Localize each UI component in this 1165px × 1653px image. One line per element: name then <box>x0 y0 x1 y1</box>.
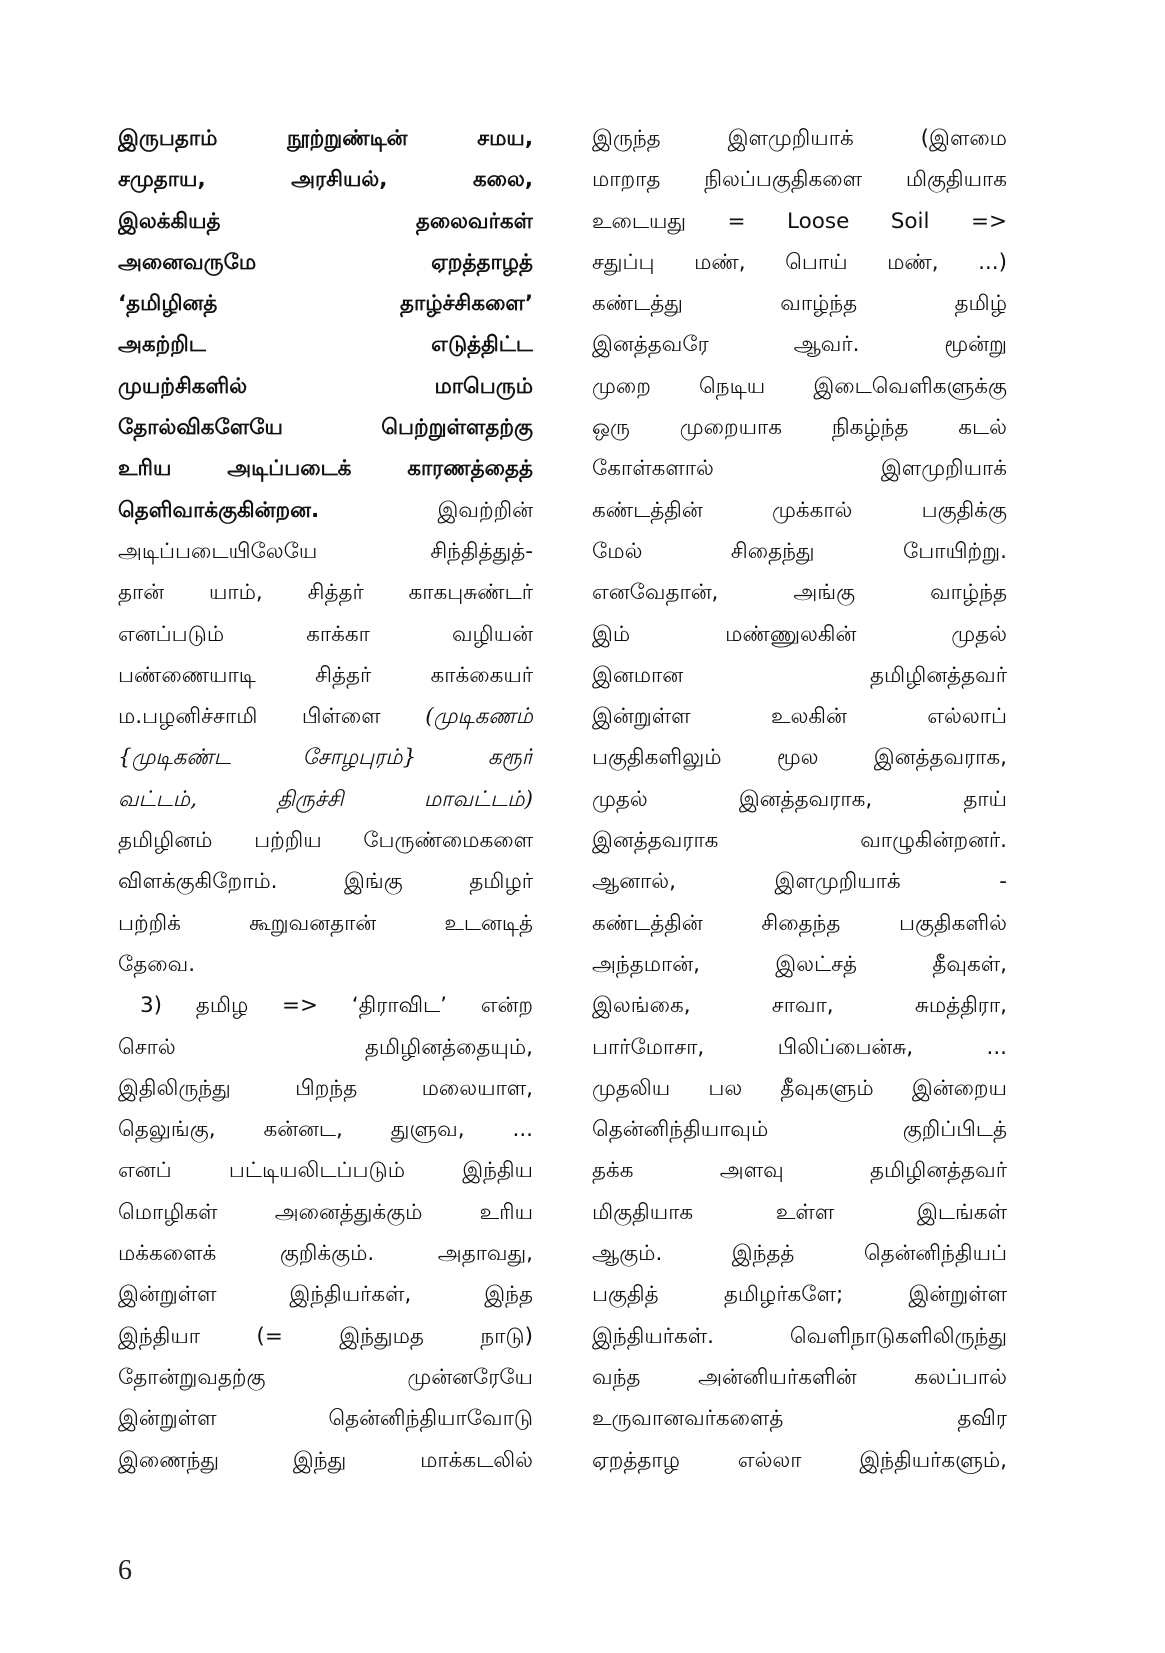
text-line: ‘தமிழினத் தாழ்ச்சிகளை’ <box>118 291 533 317</box>
text-line: வந்த அன்னியர்களின் கலப்பால் <box>592 1364 1007 1390</box>
text-line: பார்மோசா, பிலிப்பைன்சு, ... <box>592 1034 1007 1060</box>
text-line: மாறாத நிலப்பகுதிகளை மிகுதியாக <box>592 167 1007 193</box>
text-line: அடிப்படையிலேயே சிந்தித்துத்- <box>118 538 533 564</box>
text-line: தெளிவாக்குகின்றன. இவற்றின் <box>118 497 533 523</box>
text-line: இன்றுள்ள தென்னிந்தியாவோடு <box>118 1406 533 1432</box>
text-line: முறை நெடிய இடைவெளிகளுக்கு <box>592 373 1007 399</box>
text-line: ஆனால், இளமுறியாக் - <box>592 869 1007 895</box>
text-line: இந்தியர்கள். வெளிநாடுகளிலிருந்து <box>592 1323 1007 1349</box>
text-line: உடையது = Loose Soil => <box>592 208 1007 234</box>
text-line: மொழிகள் அனைத்துக்கும் உரிய <box>118 1199 533 1225</box>
text-line: எனவேதான், அங்கு வாழ்ந்த <box>592 580 1007 606</box>
text-line: அனைவருமே ஏறத்தாழத் <box>118 249 533 275</box>
text-line: சமுதாய, அரசியல், கலை, <box>118 167 533 193</box>
text-line: அகற்றிட எடுத்திட்ட <box>118 332 533 358</box>
text-line: இந்தியா (= இந்துமத நாடு) <box>118 1323 533 1349</box>
text-line: கண்டத்தின் சிதைந்த பகுதிகளில் <box>592 910 1007 936</box>
text-line: தமிழினம் பற்றிய பேருண்மைகளை <box>118 828 533 854</box>
text-line: எனப் பட்டியலிடப்படும் இந்திய <box>118 1158 533 1184</box>
text-line: உரிய அடிப்படைக் காரணத்தைத் <box>118 456 533 482</box>
text-line: சதுப்பு மண், பொய் மண், ...) <box>592 249 1007 275</box>
text-line: ஒரு முறையாக நிகழ்ந்த கடல் <box>592 415 1007 441</box>
text-line: இலக்கியத் தலைவர்கள் <box>118 208 533 234</box>
text-line: வட்டம், திருச்சி மாவட்டம்) <box>118 786 533 812</box>
text-line: தென்னிந்தியாவும் குறிப்பிடத் <box>592 1117 1007 1143</box>
text-line: தோன்றுவதற்கு முன்னரேயே <box>118 1364 533 1390</box>
text-line: இனத்தவராக வாழுகின்றனர். <box>592 828 1007 854</box>
text-line: பகுதித் தமிழர்களே; இன்றுள்ள <box>592 1282 1007 1308</box>
text-line: ஏறத்தாழ எல்லா இந்தியர்களும், <box>592 1447 1007 1473</box>
text-line: விளக்குகிறோம். இங்கு தமிழர் <box>118 869 533 895</box>
text-line: மேல் சிதைந்து போயிற்று. <box>592 538 1007 564</box>
text-line: இதிலிருந்து பிறந்த மலையாள, <box>118 1075 533 1101</box>
text-line: முதல் இனத்தவராக, தாய் <box>592 786 1007 812</box>
text-line: 3) தமிழ => ‘திராவிட’ என்ற <box>140 993 533 1019</box>
text-line: கண்டத்து வாழ்ந்த தமிழ் <box>592 291 1007 317</box>
text-line: அந்தமான், இலட்சத் தீவுகள், <box>592 951 1007 977</box>
right-text-column <box>592 118 1007 1481</box>
text-line: மக்களைக் குறிக்கும். அதாவது, <box>118 1241 533 1267</box>
text-line: இம் மண்ணுலகின் முதல் <box>592 621 1007 647</box>
text-line: பண்ணையாடி சித்தர் காக்கையர் <box>118 662 533 688</box>
text-line: ஆகும். இந்தத் தென்னிந்தியப் <box>592 1241 1007 1267</box>
text-line: இனமான தமிழினத்தவர் <box>592 662 1007 688</box>
left-text-column <box>118 118 533 1481</box>
text-line: உருவானவர்களைத் தவிர <box>592 1406 1007 1432</box>
text-line: இருந்த இளமுறியாக் (இளமை <box>592 126 1007 151</box>
text-line: எனப்படும் காக்கா வழியன் <box>118 621 533 647</box>
text-line: பகுதிகளிலும் மூல இனத்தவராக, <box>592 745 1007 771</box>
text-line: ம.பழனிச்சாமி பிள்ளை (முடிகணம் <box>118 704 533 730</box>
text-line: இன்றுள்ள இந்தியர்கள், இந்த <box>118 1282 533 1308</box>
text-line: இணைந்து இந்து மாக்கடலில் <box>118 1447 533 1473</box>
text-line: இலங்கை, சாவா, சுமத்திரா, <box>592 993 1007 1019</box>
text-line: தான் யாம், சித்தர் காகபுசுண்டர் <box>118 580 533 606</box>
text-line: சொல் தமிழினத்தையும், <box>118 1034 533 1060</box>
text-line: முதலிய பல தீவுகளும் இன்றைய <box>592 1075 1007 1101</box>
text-line: தோல்விகளேயே பெற்றுள்ளதற்கு <box>118 415 533 441</box>
text-line: கண்டத்தின் முக்கால் பகுதிக்கு <box>592 497 1007 523</box>
text-line: இன்றுள்ள உலகின் எல்லாப் <box>592 704 1007 730</box>
text-line: கோள்களால் இளமுறியாக் <box>592 456 1007 482</box>
page-number: 6 <box>118 1555 132 1586</box>
text-line: பற்றிக் கூறுவனதான் உடனடித் <box>118 910 533 936</box>
text-line: தேவை. <box>118 951 196 977</box>
text-line: இருபதாம் நூற்றுண்டின் சமய, <box>118 126 533 151</box>
text-line: மிகுதியாக உள்ள இடங்கள் <box>592 1199 1007 1225</box>
text-line: தக்க அளவு தமிழினத்தவர் <box>592 1158 1007 1184</box>
text-line: தெலுங்கு, கன்னட, துளுவ, ... <box>118 1117 533 1143</box>
text-line: இனத்தவரே ஆவர். மூன்று <box>592 332 1007 358</box>
text-line: {முடிகண்ட சோழபுரம்} கரூர் <box>118 745 533 771</box>
text-line: முயற்சிகளில் மாபெரும் <box>118 373 533 399</box>
